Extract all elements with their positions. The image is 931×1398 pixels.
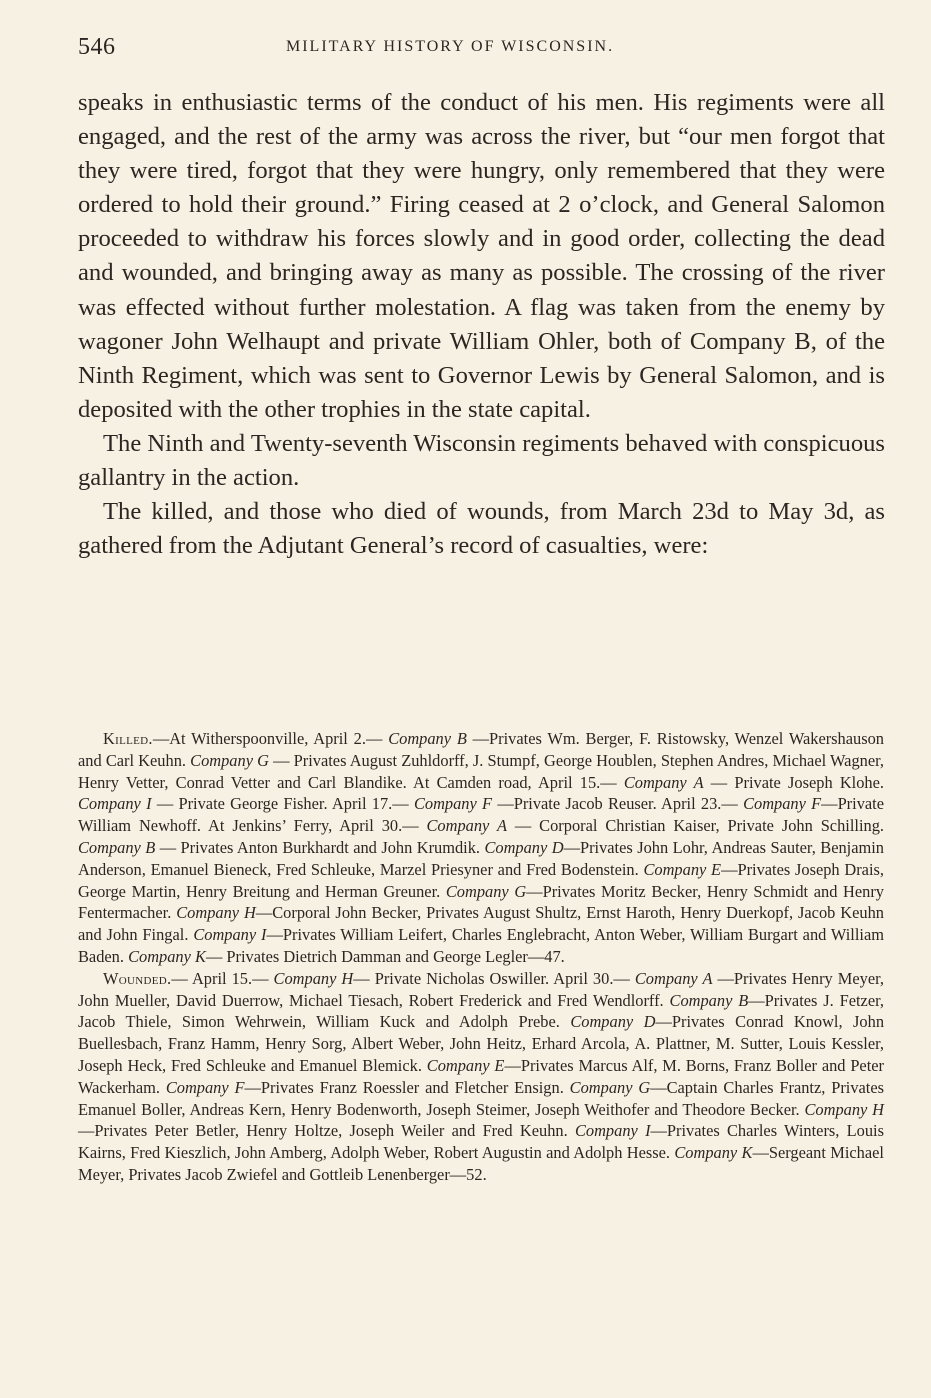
casualty-list xyxy=(78,728,884,1186)
paragraph-casualties-intro: The killed, and those who died of wounds, from March 23d to May 3d, as gathered from the Adjutant General’s record of casualties, were: xyxy=(78,498,885,560)
main-text xyxy=(78,86,885,563)
paragraph-regiments: The Ninth and Twenty-seventh Wisconsin regiments behaved with conspicuous gallantry in the action. xyxy=(78,429,885,492)
running-title: MILITARY HISTORY OF WISCONSIN. xyxy=(286,38,615,55)
killed-list: Killed.—At Witherspoonville, April 2.— Company B —Privates Wm. Berger, F. Ristowsky, Wenzel Wakershauson and Carl Keuhn. Company G — Privates August Zuhldorff, J. Stumpf, George Houblen, Stephen Andres, Michael Wagner, Henry Vetter, Conrad Vetter and Carl Blandike. At Camden road, April 15.— Company A — Private Joseph Klohe. Company I — Private George Fisher. April 17.— Company F —Private Jacob Reuser. April 23.— Company F—Private William Newhoff. At Jenkins’ Ferry, April 30.— Company A — Corporal Christian Kaiser, Private John Schilling. Company B — Privates Anton Burkhardt and John Krumdik. Company D—Privates John Lohr, Andreas Sauter, Benjamin Anderson, Emanuel Bieneck, Fred Schleuke, Marzel Priesyner and Fred Bodenstein. Company E—Privates Joseph Drais, George Martin, Henry Breitung and Herman Greuner. Company G—Privates Moritz Becker, Henry Schmidt and Henry Fentermacher. Company H—Corporal John Becker, Privates August Shultz, Ernst Haroth, Henry Duerkopf, Jacob Keuhn and John Fingal. Company I—Privates William Leifert, Charles Englebracht, Anton Weber, William Burgart and William Baden. Company K— Privates Dietrich Damman and George Legler—47. xyxy=(78,729,885,966)
killed-label: Killed. xyxy=(103,729,153,748)
paragraph-continued: speaks in enthusiastic terms of the conduct of his men. His regiments were all engaged, and the rest of the army was across the river, but “our men forgot that they were tired, forgot that they were hungry, only remembered that they were ordered to hold their ground.” Firing ceased at 2 o’clock, and General Salomon proceeded to withdraw his forces slowly and in good order, collecting the dead and wounded, and bringing away as many as possible. The crossing of the river was effected without further molestation. A flag was taken from the enemy by wagoner John Welhaupt and private William Ohler, both of Company B, of the Ninth Regiment, which was sent to Governor Lewis by General Salomon, and is deposited with the other trophies in the state capital. xyxy=(78,89,885,423)
page-number: 546 xyxy=(78,34,116,60)
wounded-list: Wounded.— April 15.— Company H— Private Nicholas Oswiller. April 30.— Company A —Privates Henry Meyer, John Mueller, David Duerrow, Michael Tiesach, Robert Frederick and Fred Wendlorff. Company B—Privates J. Fetzer, Jacob Thiele, Simon Wehrwein, William Kuck and Adolph Prebe. Company D—Privates Conrad Knowl, John Buellesbach, Franz Hamm, Henry Sorg, Albert Weber, John Heitz, Erhard Arcola, A. Plattner, M. Sutter, Louis Kessler, Joseph Heck, Fred Schleuke and Emanuel Blemick. Company E—Privates Marcus Alf, M. Borns, Franz Boller and Peter Wackerham. Company F—Privates Franz Roessler and Fletcher Ensign. Company G—Captain Charles Frantz, Privates Emanuel Boller, Andreas Kern, Henry Bodenworth, Joseph Steimer, Joseph Weithofer and Theodore Becker. Company H—Privates Peter Betler, Henry Holtze, Joseph Weiler and Fred Keuhn. Company I—Privates Charles Winters, Louis Kairns, Fred Kieszlich, John Amberg, Adolph Weber, Robert Augustin and Adolph Hesse. Company K—Sergeant Michael Meyer, Privates Jacob Zwiefel and Gottleib Lenenberger—52. xyxy=(78,968,885,1184)
wounded-label: Wounded. xyxy=(103,968,172,988)
page-header xyxy=(78,30,884,64)
